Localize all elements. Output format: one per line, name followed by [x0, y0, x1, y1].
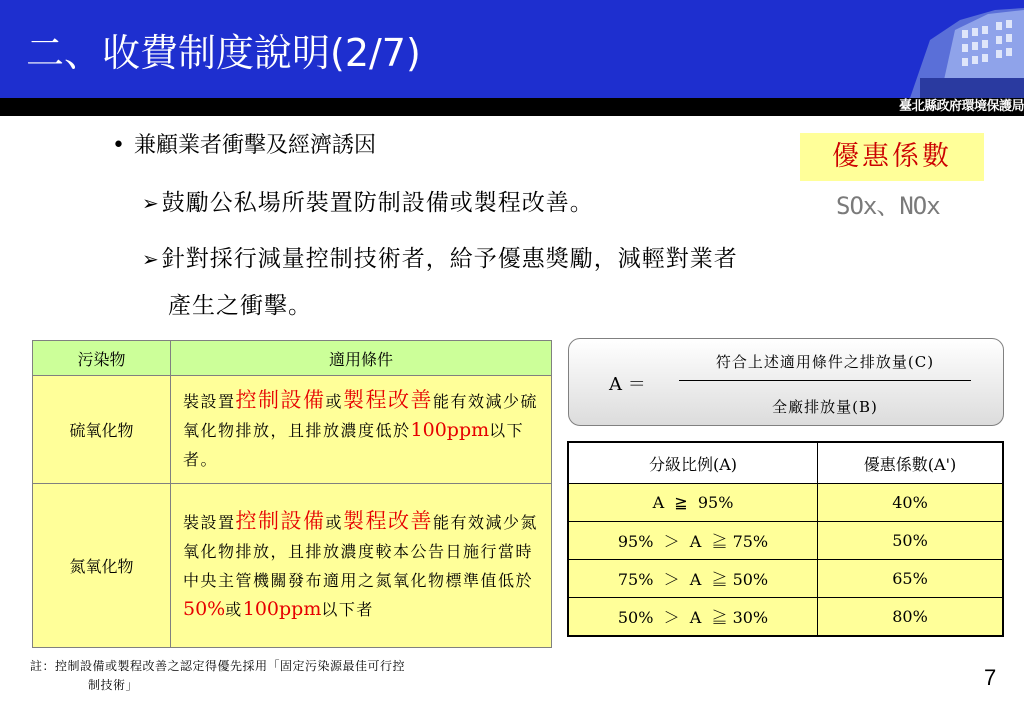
- logo-caption: 臺北縣政府環境保護局: [898, 99, 1024, 114]
- table-header-row: [568, 442, 1003, 484]
- table-row: [33, 376, 552, 484]
- header-banner: [0, 0, 1024, 98]
- footnote: [30, 657, 405, 695]
- coefficient-table: [567, 441, 1004, 637]
- sub-bullet-1: [142, 184, 594, 217]
- ratio-cell: 95% ＞ A ≧ 75%: [568, 522, 818, 560]
- condition-highlight: 100ppm: [242, 598, 322, 620]
- condition-highlight: 控制設備: [235, 509, 326, 533]
- condition-highlight: 50%: [183, 598, 226, 620]
- table-row: [568, 484, 1003, 522]
- sub-bullet-2-text: 針對採行減量控制技術者，給予優惠獎勵，減輕對業者: [161, 246, 738, 272]
- formula-numerator: 符合上述適用條件之排放量(C): [715, 353, 935, 371]
- condition-text: 裝設置: [183, 513, 236, 532]
- formula-lhs: A ＝: [609, 374, 646, 395]
- coefficient-cell: 50%: [818, 522, 1004, 560]
- arrow-bullet-icon: ➢: [142, 247, 160, 271]
- coefficient-cell: 40%: [818, 484, 1004, 522]
- main-bullet: [112, 128, 376, 159]
- table-row: [33, 484, 552, 648]
- condition-text: 或: [325, 513, 344, 532]
- fraction-line: [679, 380, 971, 381]
- condition-text: 或: [225, 600, 243, 619]
- table-row: [568, 560, 1003, 598]
- table-row: [568, 522, 1003, 560]
- condition-text: 能有效減少氮氧化物排放，且排放濃度較本公告日施行當時中央主管機關發布適用之氮氧化物標準值低於: [183, 513, 539, 590]
- condition-highlight: 製程改善: [343, 509, 434, 533]
- condition-text: 能有效減少硫氧化物排放，且排放濃度低於: [183, 391, 539, 440]
- formula-box: [568, 338, 1004, 426]
- column-header: 優惠係數(A'): [818, 442, 1004, 484]
- condition-highlight: 製程改善: [343, 387, 434, 412]
- column-header: 適用條件: [171, 341, 552, 376]
- condition-highlight: 100ppm: [410, 418, 490, 441]
- sub-bullet-2-cont: 產生之衝擊。: [168, 293, 312, 319]
- pollutant-cell: 硫氧化物: [33, 376, 171, 484]
- conditions-table: [32, 340, 552, 648]
- coefficient-cell: 65%: [818, 560, 1004, 598]
- column-header: 污染物: [33, 341, 171, 376]
- table-row: [568, 598, 1003, 637]
- badge-subtitle: SOx、NOx: [836, 192, 940, 220]
- footnote-line-1: 註：控制設備或製程改善之認定得優先採用「固定污染源最佳可行控: [30, 659, 406, 673]
- page-number: 7: [984, 665, 997, 690]
- ratio-cell: 75% ＞ A ≧ 50%: [568, 560, 818, 598]
- condition-text: 以下者。: [183, 420, 525, 469]
- condition-cell: [171, 484, 552, 648]
- column-header: 分級比例(A): [568, 442, 818, 484]
- bullet-dot: •: [112, 133, 125, 158]
- sub-bullet-2: [142, 240, 738, 273]
- discount-coefficient-badge: 優惠係數: [800, 133, 984, 181]
- condition-text: 裝設置: [183, 391, 236, 411]
- sub-bullet-1-text: 鼓勵公私場所裝置防制設備或製程改善。: [161, 190, 594, 216]
- condition-highlight: 控制設備: [235, 387, 326, 412]
- condition-text: 以下者: [321, 600, 374, 619]
- table-header-row: [33, 341, 552, 376]
- arrow-bullet-icon: ➢: [142, 191, 160, 215]
- pollutant-cell: 氮氧化物: [33, 484, 171, 648]
- building-logo-icon: [900, 0, 1024, 98]
- ratio-cell: A ≧ 95%: [568, 484, 818, 522]
- formula-denominator: 全廠排放量(B): [772, 398, 878, 416]
- condition-text: 或: [325, 391, 344, 411]
- condition-cell: [171, 376, 552, 484]
- coefficient-cell: 80%: [818, 598, 1004, 637]
- page-title: 二、收費制度說明(2/7): [26, 31, 421, 75]
- main-bullet-text: 兼顧業者衝擊及經濟誘因: [134, 133, 377, 158]
- footnote-line-2: 制技術」: [88, 678, 139, 692]
- ratio-cell: 50% ＞ A ≧ 30%: [568, 598, 818, 637]
